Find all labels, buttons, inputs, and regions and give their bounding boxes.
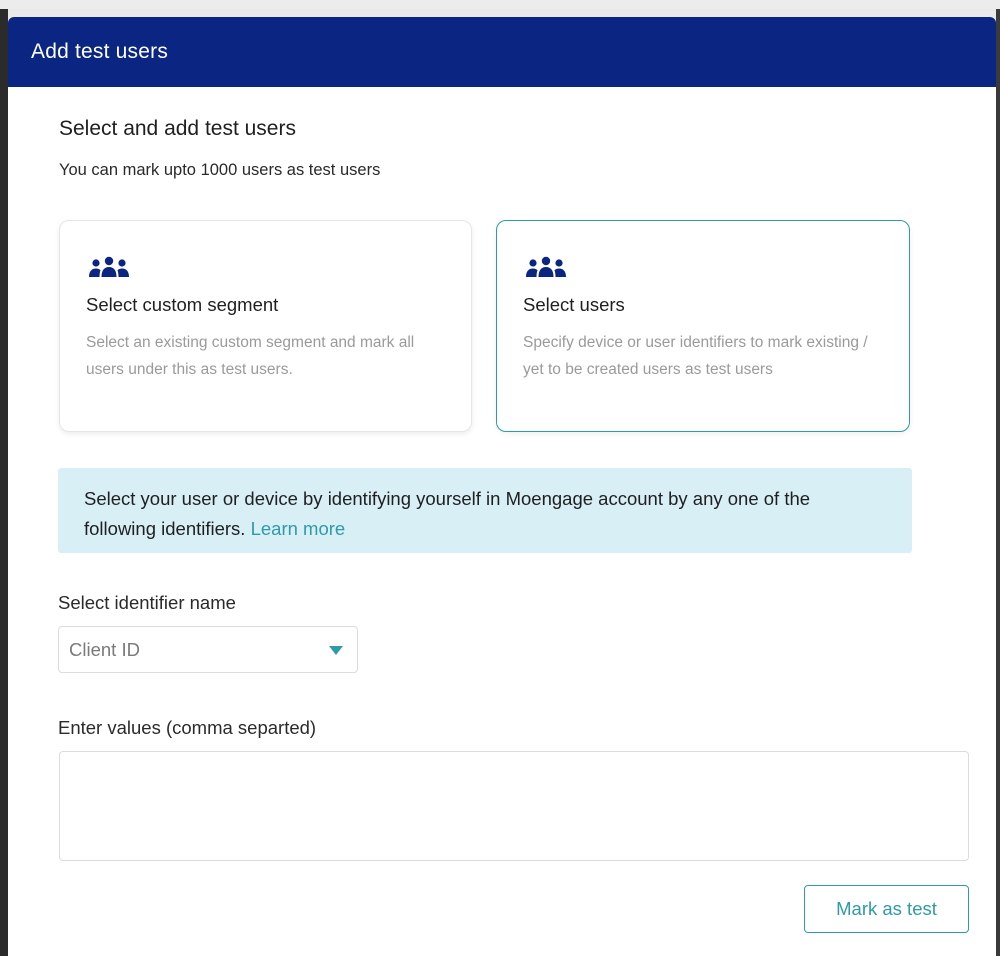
modal-title: Add test users <box>31 40 169 63</box>
mark-as-test-button[interactable]: Mark as test <box>804 885 969 933</box>
users-group-icon <box>86 255 132 281</box>
learn-more-link[interactable]: Learn more <box>250 518 346 539</box>
identifier-select[interactable] <box>58 626 358 673</box>
option-card-select-users[interactable] <box>496 220 910 432</box>
modal-header <box>8 17 996 87</box>
backdrop-right <box>996 9 1000 956</box>
option-title: Select users <box>523 294 625 315</box>
identifier-select-value: Client ID <box>69 638 140 660</box>
option-description: Specify device or user identifiers to mark existing / yet to be created users as test users <box>523 334 868 378</box>
backdrop-top <box>0 0 1000 9</box>
option-description: Select an existing custom segment and mark all users under this as test users. <box>86 334 415 378</box>
identifier-label: Select identifier name <box>58 592 236 613</box>
caret-down-icon <box>329 646 343 655</box>
option-title: Select custom segment <box>86 294 279 315</box>
option-card-custom-segment[interactable] <box>59 220 472 432</box>
values-label: Enter values (comma separted) <box>58 717 317 738</box>
backdrop-left <box>0 9 8 956</box>
info-text: Select your user or device by identifying yourself in Moengage account by any one of the following identifiers. <box>84 488 811 539</box>
section-subtitle: You can mark upto 1000 users as test users <box>59 161 381 179</box>
add-test-users-modal <box>8 17 996 956</box>
values-input[interactable] <box>59 751 969 861</box>
info-banner <box>58 468 912 553</box>
section-title: Select and add test users <box>59 117 296 140</box>
users-group-icon <box>523 255 569 281</box>
